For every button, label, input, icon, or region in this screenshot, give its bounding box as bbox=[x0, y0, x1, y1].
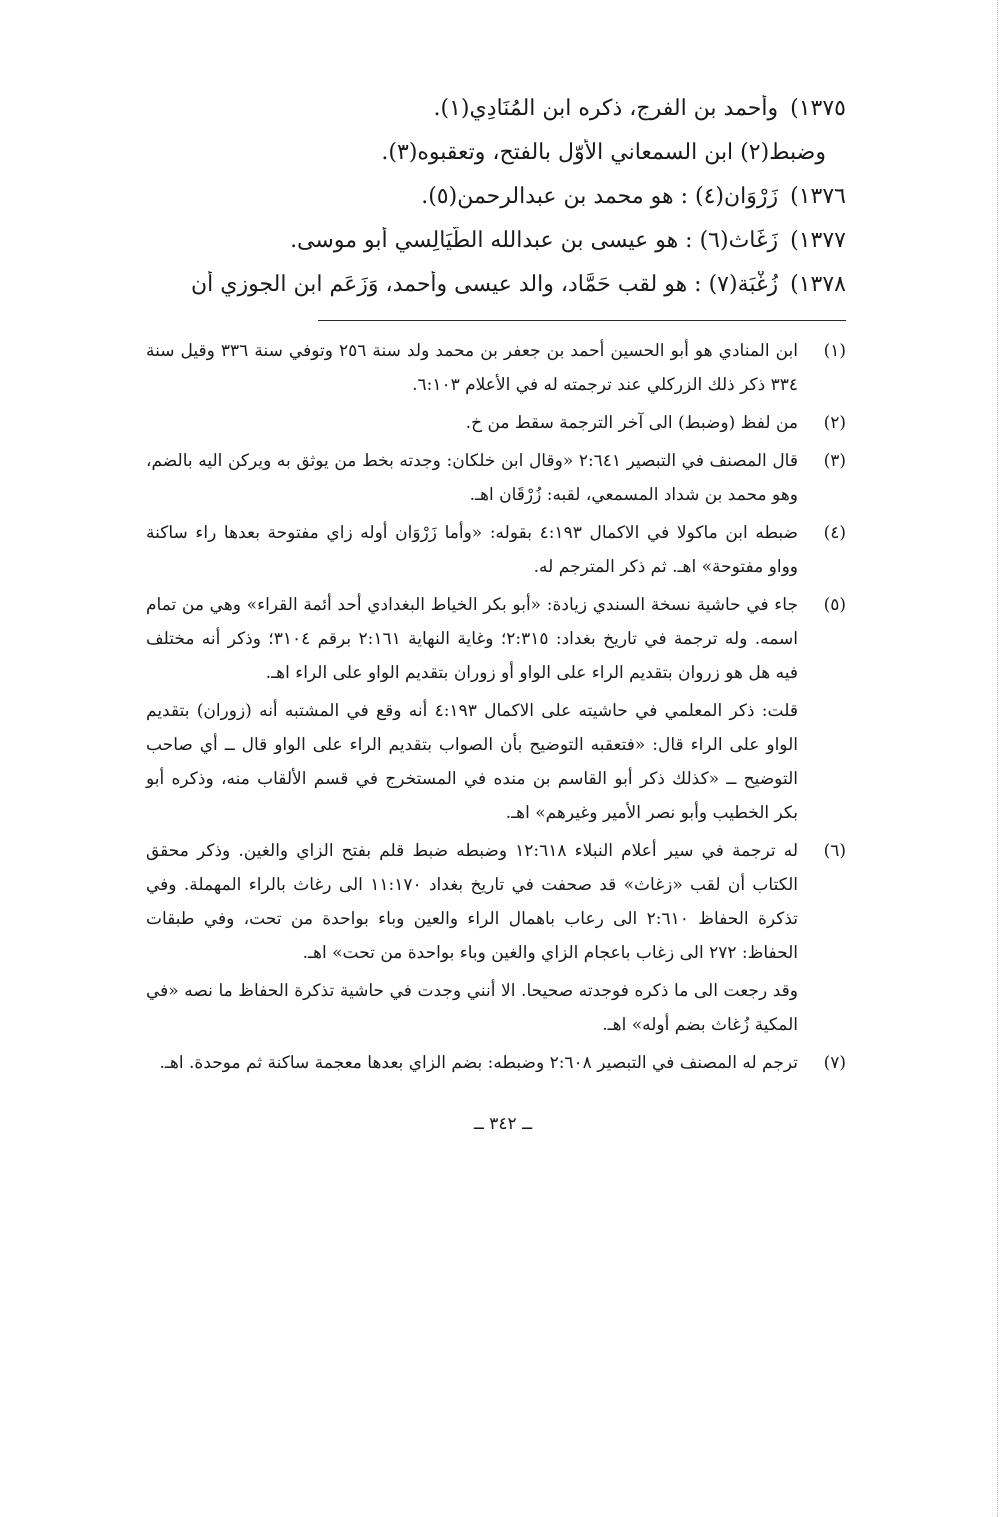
footnote-number: (٧) bbox=[823, 1053, 846, 1073]
footnote-number: (٢) bbox=[823, 413, 846, 433]
page-number: ــ ٣٤٢ ــ bbox=[473, 1114, 533, 1134]
main-text bbox=[146, 95, 846, 315]
footnotes bbox=[146, 334, 846, 1084]
footnote-number: (٥) bbox=[823, 595, 846, 615]
footnote-3 bbox=[146, 444, 846, 512]
entry-1375 bbox=[146, 95, 846, 139]
entry-text: وأحمد بن الفرج، ذكره ابن المُنَادِي(١). bbox=[433, 96, 779, 121]
footnote-text: ترجم له المصنف في التبصير ٢:٦٠٨ وضبطه: بضم الزاي بعدها معجمة ساكنة ثم موحدة. اهـ. bbox=[159, 1053, 798, 1073]
footnote-text: له ترجمة في سير أعلام النبلاء ١٢:٦١٨ وضبطه ضبط قلم بفتح الزاي والغين. وذكر محقق الكتاب أن لقب «زغاث» قد صحفت في تاريخ بغداد ١١:١٧٠ الى رغاث بالراء المهملة. وفي تذكرة الحفاظ ٢:٦١٠ الى رعاب باهمال الراء والعين وباء بواحدة من تحت، وفي طبقات الحفاظ: ٢٧٢ الى زغاب باعجام الزاي والغين وباء بواحدة من تحت» اهـ. bbox=[146, 841, 799, 963]
footnote-divider bbox=[318, 320, 846, 321]
entry-number: ١٣٧٦) bbox=[790, 184, 846, 209]
entry-text: زَرْوَان(٤) : هو محمد بن عبدالرحمن(٥). bbox=[421, 184, 779, 209]
footnote-2 bbox=[146, 406, 846, 440]
entry-number: ١٣٧٨) bbox=[790, 272, 846, 297]
footnote-5 bbox=[146, 588, 846, 830]
footnote-text: ابن المنادي هو أبو الحسين أحمد بن جعفر بن محمد ولد سنة ٢٥٦ وتوفي سنة ٣٣٦ وقيل سنة ٣٣٤ ذكر ذلك الزركلي عند ترجمته له في الأعلام ٦:١٠٣. bbox=[146, 341, 799, 395]
entry-1378 bbox=[146, 271, 846, 315]
footnote-number: (٦) bbox=[823, 841, 846, 861]
entry-text: زُغْبَة(٧) : هو لقب حَمَّاد، والد عيسى وأحمد، وَزَعَم ابن الجوزي أن bbox=[191, 272, 779, 297]
footnote-text: من لفظ (وضبط) الى آخر الترجمة سقط من خ. bbox=[465, 413, 798, 433]
page-edge-line bbox=[997, 0, 998, 1517]
footnote-text: قال المصنف في التبصير ٢:٦٤١ «وقال ابن خلكان: وجدته بخط من يوثق به ويركن اليه بالضم، وهو محمد بن شداد المسمعي، لقبه: زُرْقَان اهـ. bbox=[146, 451, 798, 505]
entry-number: ١٣٧٥) bbox=[790, 96, 846, 121]
footnote-number: (٤) bbox=[823, 523, 846, 543]
entry-1377 bbox=[146, 227, 846, 271]
entry-1375-continuation bbox=[146, 139, 846, 183]
footnote-1 bbox=[146, 334, 846, 402]
footnote-text: جاء في حاشية نسخة السندي زيادة: «أبو بكر الخياط البغدادي أحد أئمة القراء» وهي من تمام اسمه. وله ترجمة في تاريخ بغداد: ٢:٣١٥؛ وغاية النهاية ٢:١٦١ برقم ٣١٠٤؛ وذكر أنه مختلف فيه هل هو زروان بتقديم الراء على الواو أو زوران بتقديم الواو على الراء اهـ. bbox=[146, 595, 799, 683]
footnote-text: وقد رجعت الى ما ذكره فوجدته صحيحا. الا أنني وجدت في حاشية تذكرة الحفاظ ما نصه «في المكية زُغاث بضم أوله» اهـ. bbox=[146, 981, 798, 1035]
entry-number: ١٣٧٧) bbox=[790, 228, 846, 253]
footnote-7 bbox=[146, 1046, 846, 1080]
footnote-4 bbox=[146, 516, 846, 584]
entry-text: وضبط(٢) ابن السمعاني الأوّل بالفتح، وتعقبوه(٣). bbox=[381, 140, 826, 165]
footnote-6 bbox=[146, 834, 846, 1042]
footnote-text: قلت: ذكر المعلمي في حاشيته على الاكمال ٤:١٩٣ أنه وقع في المشتبه أنه (زوران) بتقديم الواو على الراء قال: «فتعقبه التوضيح بأن الصواب بتقديم الراء على الواو قال ــ أي صاحب التوضيح ــ «كذلك ذكر أبو القاسم بن منده في المستخرج في قسم الألقاب منه، وذكره أبو بكر الخطيب وأبو نصر الأمير وغيرهم» اهـ. bbox=[146, 701, 798, 823]
footnote-number: (٣) bbox=[823, 451, 846, 471]
footnote-number: (١) bbox=[823, 341, 846, 361]
footnote-text: ضبطه ابن ماكولا في الاكمال ٤:١٩٣ بقوله: «وأما زَرْوَان أوله زاي مفتوحة بعدها راء ساكنة وواو مفتوحة» اهـ. ثم ذكر المترجم له. bbox=[146, 523, 798, 577]
entry-1376 bbox=[146, 183, 846, 227]
entry-text: زَغَاث(٦) : هو عيسى بن عبدالله الطَّيَالِسي أبو موسى. bbox=[290, 228, 779, 253]
